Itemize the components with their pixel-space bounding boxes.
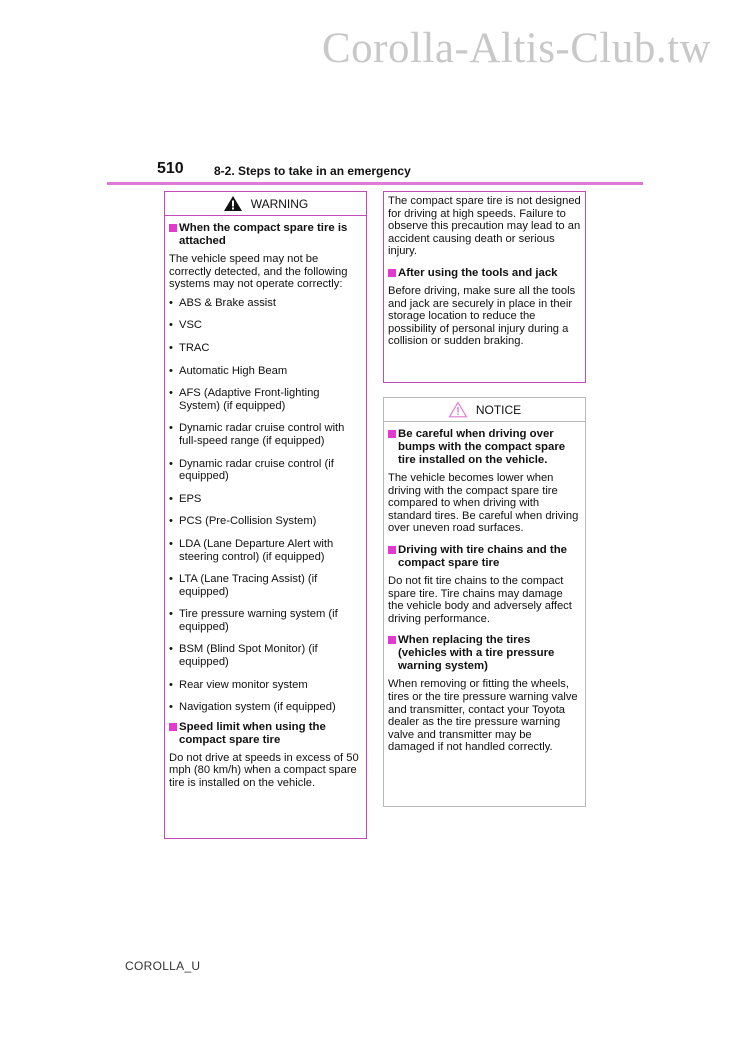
section-square-icon: [169, 224, 177, 232]
notice-heading-tire-chains: Driving with tire chains and the compact spare tire: [388, 544, 581, 570]
watermark: Corolla-Altis-Club.tw: [322, 25, 712, 72]
section-square-icon: [169, 723, 177, 731]
list-item: • Automatic High Beam: [169, 364, 288, 377]
notice-heading-replacing-tires: When replacing the tires (vehicles with a tire pressure warning system): [388, 634, 581, 673]
warning-paragraph: The vehicle speed may not be correctly detected, and the following systems may not operate correctly:: [169, 253, 348, 291]
list-item: • PCS (Pre-Collision System): [169, 515, 317, 528]
list-item: • AFS (Adaptive Front-lighting System) (if equipped): [169, 387, 320, 412]
warning-header: [165, 192, 366, 216]
notice-box: [383, 397, 586, 807]
list-item: • Rear view monitor system: [169, 678, 308, 691]
affected-systems-list: [169, 297, 362, 714]
notice-header: [384, 398, 585, 422]
notice-heading-bumps: Be careful when driving over bumps with the compact spare tire installed on the vehicle.: [388, 428, 581, 467]
list-item: • LDA (Lane Departure Alert with steering control) (if equipped): [169, 537, 334, 563]
warning-box: [164, 191, 367, 839]
notice-paragraph: When removing or fitting the wheels, tires or the tire pressure warning valve and transmitter, contact your Toyota dealer as the tire pressure warning valve and transmitter may be damaged if not handled correctly.: [388, 678, 578, 754]
caution-triangle-icon: [448, 401, 468, 418]
warning-paragraph: The compact spare tire is not designed for driving at high speeds. Failure to observe this precaution may lead to an accident causing death or serious injury.: [388, 195, 581, 258]
list-item: • LTA (Lane Tracing Assist) (if equipped): [169, 573, 318, 598]
notice-paragraph: The vehicle becomes lower when driving with the compact spare tire compared to when driving with standard tires. Be careful when driving over uneven road surfaces.: [388, 472, 579, 535]
section-square-icon: [388, 636, 396, 644]
footer-model-code: COROLLA_U: [125, 959, 201, 973]
list-item: • VSC: [169, 319, 203, 332]
list-item: • Navigation system (if equipped): [169, 701, 336, 714]
page-number: 510: [157, 160, 184, 177]
warning-heading-spare-attached: When the compact spare tire is attached: [169, 222, 362, 248]
list-item: • ABS & Brake assist: [169, 296, 276, 309]
section-square-icon: [388, 546, 396, 554]
warning-heading-speed-limit: Speed limit when using the compact spare tire: [169, 721, 362, 747]
header-rule: [107, 182, 643, 185]
list-item: • EPS: [169, 492, 202, 505]
section-square-icon: [388, 430, 396, 438]
warning-paragraph: Do not drive at speeds in excess of 50 mph (80 km/h) when a compact spare tire is installed on the vehicle.: [169, 751, 359, 790]
list-item: • BSM (Blind Spot Monitor) (if equipped): [169, 643, 318, 669]
list-item: • Dynamic radar cruise control (if equipped): [169, 457, 334, 483]
warning-box-continued: [383, 191, 586, 383]
warning-triangle-icon: [223, 195, 243, 212]
warning-paragraph: Before driving, make sure all the tools and jack are securely in place in their storage location to reduce the possibility of personal injury during a collision or sudden braking.: [388, 284, 576, 348]
notice-paragraph: Do not fit tire chains to the compact spare tire. Tire chains may damage the vehicle body and adversely affect driving performance.: [388, 574, 572, 625]
list-item: • Tire pressure warning system (if equipped): [169, 608, 338, 633]
warning-heading-tools-jack: After using the tools and jack: [388, 267, 581, 280]
list-item: • TRAC: [169, 341, 210, 354]
notice-label: NOTICE: [475, 402, 522, 417]
warning-label: WARNING: [250, 196, 309, 211]
section-square-icon: [388, 269, 396, 277]
section-title: 8-2. Steps to take in an emergency: [214, 164, 411, 178]
list-item: • Dynamic radar cruise control with full-speed range (if equipped): [169, 422, 345, 447]
